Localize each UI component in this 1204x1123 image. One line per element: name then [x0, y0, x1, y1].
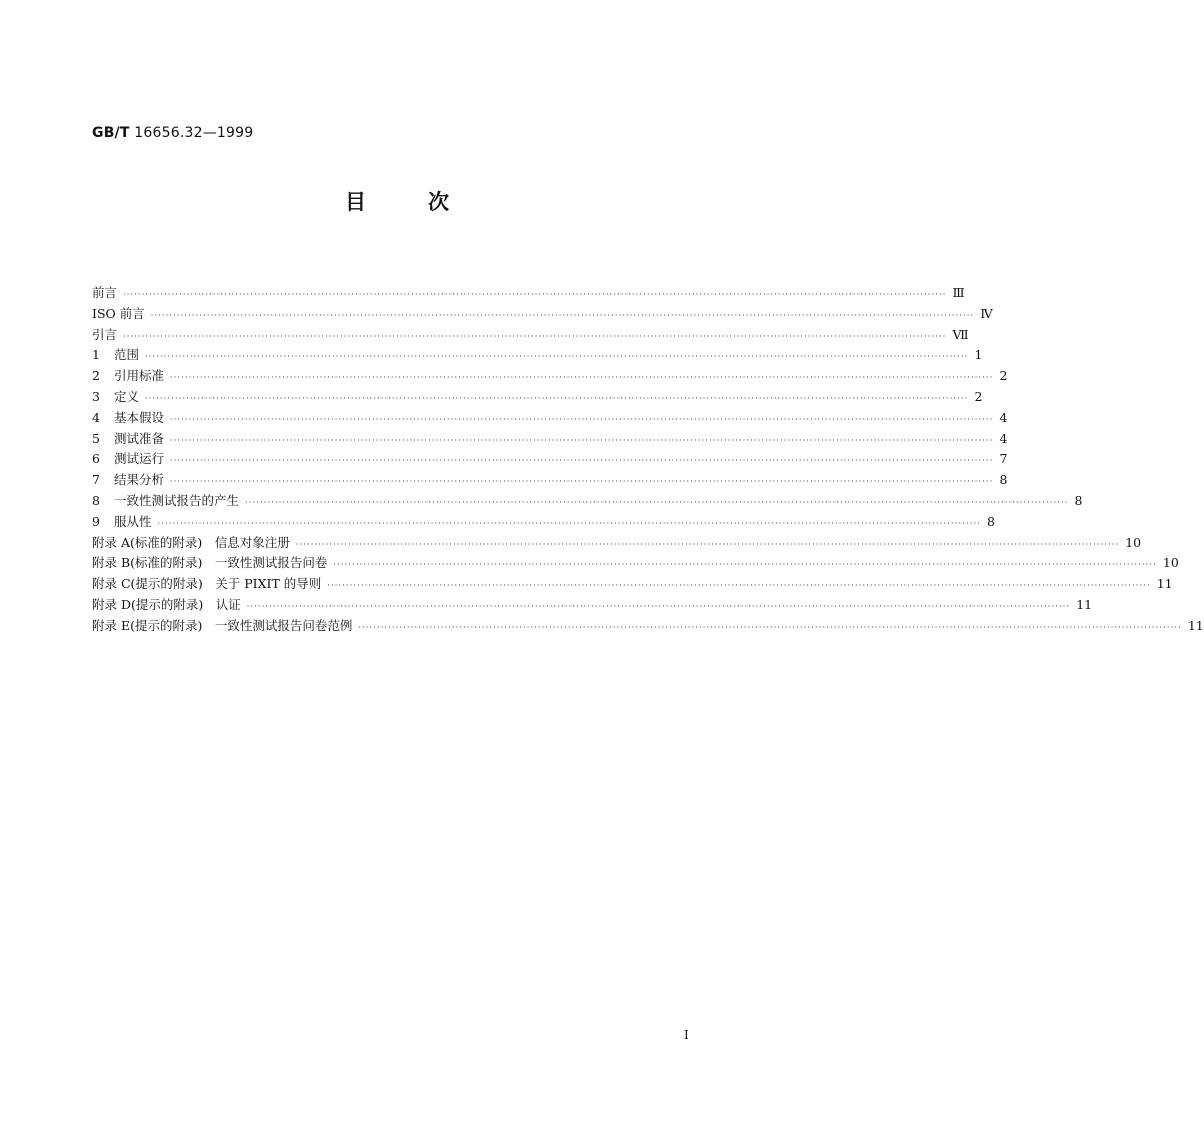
- toc-entry-label: [92, 470, 170, 491]
- toc-entry-text: 附录 B(标准的附录) 一致性测试报告问卷: [92, 555, 328, 571]
- toc-leader-dots: ····························································································································································································································: [245, 497, 1069, 507]
- toc-entry-page: 8: [999, 472, 1008, 488]
- toc-entry[interactable]: [92, 574, 1173, 595]
- toc-entry-text: 附录 C(提示的附录) 关于 PIXIT 的导则: [92, 576, 322, 592]
- toc-entry[interactable]: [92, 387, 983, 408]
- toc-entry[interactable]: [92, 553, 1179, 574]
- toc-entry-label: [92, 595, 247, 616]
- toc-entry[interactable]: [92, 325, 969, 346]
- toc-entry-label: [92, 553, 333, 574]
- toc-entry-text: ISO 前言: [92, 305, 145, 321]
- toc-entry-label: [92, 533, 296, 554]
- toc-entry[interactable]: [92, 429, 1008, 450]
- toc-entry-text: 一致性测试报告的产生: [114, 492, 240, 508]
- toc-entry-label: [92, 408, 170, 429]
- toc-entry-number: 7: [92, 472, 100, 488]
- toc-entry-page: Ⅲ: [952, 285, 965, 300]
- toc-entry-text: 测试准备: [114, 430, 165, 446]
- toc-leader-dots: ····························································································································································································································: [123, 331, 947, 341]
- toc-entry-page: 2: [974, 388, 983, 404]
- standard-prefix: GB/T: [92, 125, 130, 141]
- toc-entry-page: 11: [1156, 576, 1173, 592]
- toc-leader-dots: ····························································································································································································································: [157, 518, 981, 528]
- toc-entry-text: 结果分析: [114, 472, 165, 488]
- toc-entry-page: 4: [999, 409, 1008, 425]
- toc-entry-label: [92, 325, 123, 346]
- page-title: [0, 186, 794, 216]
- toc-entry-number: 3: [92, 388, 100, 404]
- toc-entry[interactable]: [92, 616, 1204, 637]
- toc-entry[interactable]: [92, 408, 1008, 429]
- toc-entry-page: 8: [987, 513, 995, 529]
- toc-entry[interactable]: [92, 283, 965, 304]
- title-char-2: 次: [428, 190, 449, 214]
- toc-entry-label: [92, 491, 245, 512]
- toc-entry-text: 服从性: [114, 513, 152, 529]
- toc-entry-label: [92, 366, 170, 387]
- toc-entry[interactable]: [92, 449, 1008, 470]
- toc-entry-number: 6: [92, 451, 100, 467]
- toc-entry-text: 引言: [92, 326, 118, 342]
- toc-leader-dots: ····························································································································································································································: [170, 373, 994, 383]
- title-char-1: 目: [345, 190, 366, 214]
- toc-entry-number: 4: [92, 409, 100, 425]
- toc-entry-label: [92, 387, 145, 408]
- toc-entry-label: [92, 429, 170, 450]
- toc-entry-page: 11: [1187, 617, 1204, 633]
- toc-entry[interactable]: [92, 512, 995, 533]
- toc-entry-page: 10: [1125, 534, 1142, 550]
- standard-number: 16656.32—1999: [134, 125, 254, 141]
- toc-leader-dots: ····························································································································································································································: [170, 435, 994, 445]
- standard-code: [92, 125, 253, 141]
- toc-entry-label: [92, 574, 327, 595]
- toc-entry[interactable]: [92, 595, 1093, 616]
- toc-entry-text: 测试运行: [114, 451, 165, 467]
- toc-leader-dots: ····························································································································································································································: [123, 290, 947, 299]
- toc-entry-number: 8: [92, 492, 100, 508]
- toc-entry-text: 基本假设: [114, 409, 165, 425]
- toc-entry-label: [92, 345, 145, 366]
- page-number: I: [684, 1028, 689, 1042]
- toc-entry-label: [92, 512, 158, 533]
- table-of-contents: [92, 283, 1204, 637]
- toc-entry-label: [92, 283, 123, 304]
- toc-entry-text: 引用标准: [114, 368, 165, 384]
- toc-entry-text: 附录 E(提示的附录) 一致性测试报告问卷范例: [92, 617, 353, 633]
- toc-leader-dots: ····························································································································································································································: [327, 581, 1151, 591]
- toc-entry-page: 4: [999, 430, 1008, 446]
- toc-leader-dots: ····························································································································································································································: [333, 560, 1157, 570]
- toc-entry-text: 附录 D(提示的附录) 认证: [92, 596, 241, 612]
- toc-entry-page: 2: [999, 368, 1008, 384]
- toc-entry-label: [92, 616, 358, 637]
- toc-entry-page: Ⅳ: [980, 305, 993, 321]
- toc-entry-number: 5: [92, 430, 100, 446]
- toc-entry-text: 范围: [114, 347, 140, 363]
- toc-entry-number: 9: [92, 513, 100, 529]
- toc-leader-dots: ····························································································································································································································: [358, 622, 1182, 632]
- toc-entry-text: 前言: [92, 285, 118, 300]
- toc-leader-dots: ····························································································································································································································: [145, 352, 969, 362]
- toc-entry-number: 1: [92, 347, 100, 363]
- toc-entry-number: 2: [92, 368, 100, 384]
- toc-entry[interactable]: [92, 533, 1142, 554]
- toc-entry[interactable]: [92, 491, 1083, 512]
- toc-leader-dots: ····························································································································································································································: [145, 393, 969, 403]
- toc-entry-page: 7: [999, 451, 1008, 467]
- toc-entry-page: 11: [1076, 596, 1093, 612]
- toc-entry[interactable]: [92, 304, 993, 325]
- toc-entry-page: 10: [1162, 555, 1179, 571]
- toc-leader-dots: ····························································································································································································································: [170, 477, 994, 487]
- toc-leader-dots: ····························································································································································································································: [170, 456, 994, 466]
- toc-entry[interactable]: [92, 366, 1008, 387]
- toc-entry-label: [92, 304, 151, 325]
- toc-entry[interactable]: [92, 345, 983, 366]
- toc-entry[interactable]: [92, 470, 1008, 491]
- toc-entry-page: 1: [974, 347, 983, 363]
- toc-entry-page: 8: [1074, 492, 1083, 508]
- toc-leader-dots: ····························································································································································································································: [150, 310, 975, 320]
- toc-leader-dots: ····························································································································································································································: [295, 539, 1120, 549]
- toc-leader-dots: ····························································································································································································································: [246, 601, 1071, 611]
- toc-entry-text: 定义: [114, 388, 140, 404]
- toc-entry-label: [92, 449, 170, 470]
- toc-entry-text: 附录 A(标准的附录) 信息对象注册: [92, 534, 290, 550]
- toc-leader-dots: ····························································································································································································································: [170, 414, 994, 424]
- toc-entry-page: Ⅶ: [952, 326, 969, 342]
